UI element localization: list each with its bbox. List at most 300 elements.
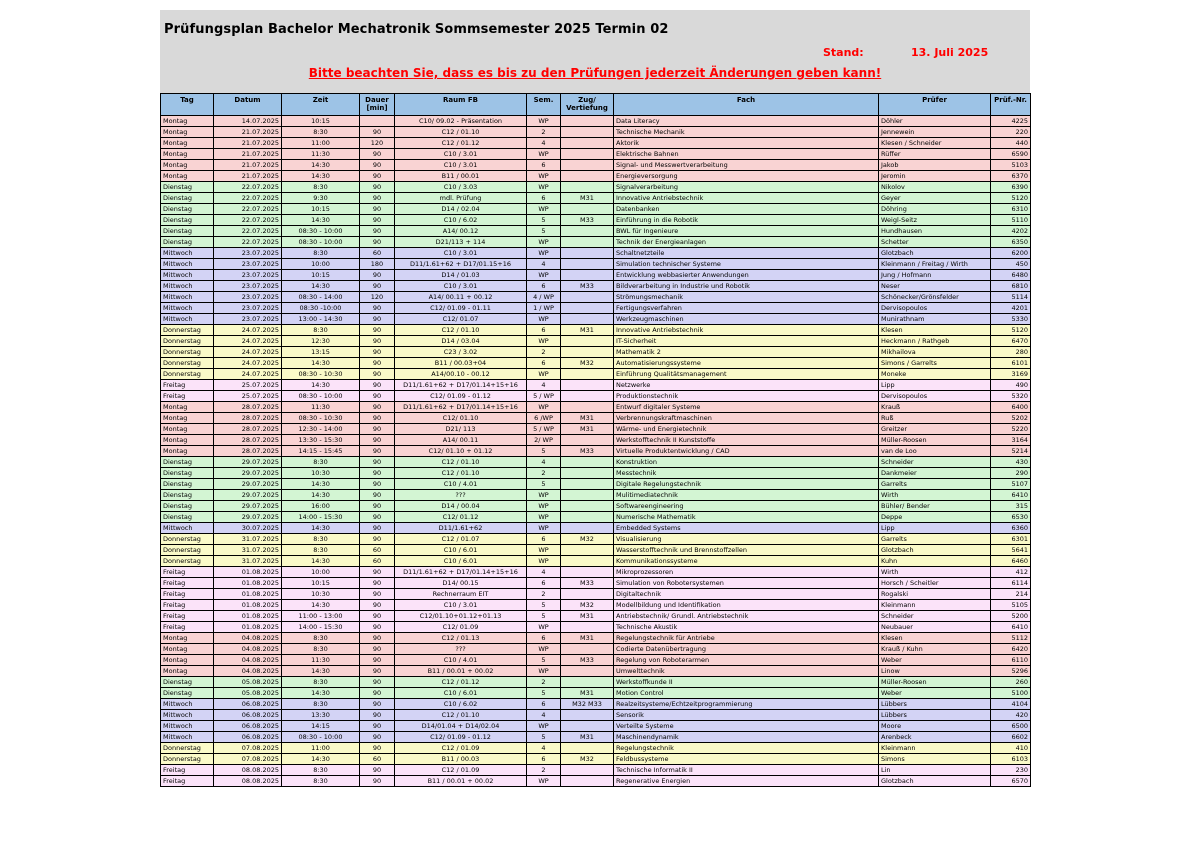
cell-sem: WP <box>527 171 561 182</box>
cell-tag: Mittwoch <box>161 292 214 303</box>
col-header-zeit: Zeit <box>282 94 360 116</box>
cell-raum: C10 / 6.01 <box>395 556 527 567</box>
stand-date: 13. Juli 2025 <box>911 46 989 59</box>
cell-tag: Montag <box>161 171 214 182</box>
cell-fach: Antriebstechnik/ Grundl. Antriebstechnik <box>614 611 879 622</box>
cell-sem: 4 <box>527 138 561 149</box>
cell-zug <box>561 149 614 160</box>
cell-pruefnr: 5320 <box>991 391 1031 402</box>
cell-sem: 4 <box>527 567 561 578</box>
cell-datum: 08.08.2025 <box>214 776 282 787</box>
cell-fach: Messtechnik <box>614 468 879 479</box>
cell-zeit: 14:30 <box>282 666 360 677</box>
cell-dauer: 90 <box>360 336 395 347</box>
cell-dauer: 90 <box>360 204 395 215</box>
cell-dauer: 90 <box>360 226 395 237</box>
cell-sem: 6 <box>527 325 561 336</box>
cell-fach: Energieversorgung <box>614 171 879 182</box>
col-header-raum: Raum FB <box>395 94 527 116</box>
cell-dauer: 90 <box>360 655 395 666</box>
cell-zug <box>561 490 614 501</box>
cell-zug <box>561 479 614 490</box>
cell-tag: Dienstag <box>161 204 214 215</box>
page-title: Prüfungsplan Bachelor Mechatronik Sommsemester 2025 Termin 02 <box>164 22 669 37</box>
cell-datum: 29.07.2025 <box>214 490 282 501</box>
change-notice: Bitte beachten Sie, dass es bis zu den Prüfungen jederzeit Änderungen geben kann! <box>308 66 882 80</box>
cell-dauer: 90 <box>360 303 395 314</box>
cell-pruefnr: 280 <box>991 347 1031 358</box>
cell-pruefnr: 6480 <box>991 270 1031 281</box>
cell-pruefer: Moore <box>879 721 991 732</box>
cell-tag: Mittwoch <box>161 732 214 743</box>
cell-zeit: 11:00 <box>282 743 360 754</box>
cell-zug <box>561 567 614 578</box>
cell-datum: 23.07.2025 <box>214 314 282 325</box>
cell-pruefnr: 220 <box>991 127 1031 138</box>
cell-pruefnr: 6500 <box>991 721 1031 732</box>
table-row <box>161 589 1031 600</box>
cell-dauer: 90 <box>360 446 395 457</box>
cell-pruefnr: 315 <box>991 501 1031 512</box>
cell-raum: C10 / 4.01 <box>395 479 527 490</box>
table-row <box>161 347 1031 358</box>
cell-datum: 08.08.2025 <box>214 765 282 776</box>
cell-datum: 29.07.2025 <box>214 512 282 523</box>
cell-zeit: 12:30 <box>282 336 360 347</box>
cell-zeit: 14:30 <box>282 171 360 182</box>
cell-fach: Signal- und Messwertverarbeitung <box>614 160 879 171</box>
cell-sem: 2 <box>527 468 561 479</box>
table-row <box>161 204 1031 215</box>
cell-raum: C12 / 01.10 <box>395 710 527 721</box>
cell-sem: 4 <box>527 380 561 391</box>
cell-fach: Einführung Qualitätsmanagement <box>614 369 879 380</box>
cell-datum: 24.07.2025 <box>214 325 282 336</box>
cell-tag: Donnerstag <box>161 369 214 380</box>
table-row <box>161 303 1031 314</box>
cell-datum: 25.07.2025 <box>214 391 282 402</box>
cell-raum: C10/ 09.02 - Präsentation <box>395 116 527 127</box>
cell-zeit: 14:30 <box>282 490 360 501</box>
cell-dauer: 90 <box>360 215 395 226</box>
cell-sem: 5 <box>527 446 561 457</box>
cell-pruefnr: 6602 <box>991 732 1031 743</box>
cell-zug: M31 <box>561 611 614 622</box>
table-row <box>161 479 1031 490</box>
cell-fach: Digitaltechnik <box>614 589 879 600</box>
cell-tag: Freitag <box>161 578 214 589</box>
cell-sem: 6 <box>527 578 561 589</box>
cell-raum: C12/ 01.09 - 01.11 <box>395 303 527 314</box>
table-row <box>161 248 1031 259</box>
cell-datum: 05.08.2025 <box>214 677 282 688</box>
cell-sem: WP <box>527 149 561 160</box>
cell-raum: C12 / 01.10 <box>395 127 527 138</box>
cell-sem: WP <box>527 501 561 512</box>
cell-datum: 29.07.2025 <box>214 457 282 468</box>
cell-dauer: 90 <box>360 611 395 622</box>
cell-datum: 23.07.2025 <box>214 281 282 292</box>
cell-zug <box>561 182 614 193</box>
cell-pruefer: Jennewein <box>879 127 991 138</box>
cell-fach: Entwicklung webbasierter Anwendungen <box>614 270 879 281</box>
cell-tag: Dienstag <box>161 490 214 501</box>
table-row <box>161 732 1031 743</box>
table-row <box>161 578 1031 589</box>
cell-raum: D14 / 00.04 <box>395 501 527 512</box>
cell-zeit: 8:30 <box>282 776 360 787</box>
cell-pruefnr: 6420 <box>991 644 1031 655</box>
cell-datum: 23.07.2025 <box>214 270 282 281</box>
cell-dauer: 90 <box>360 512 395 523</box>
cell-sem: 5 <box>527 688 561 699</box>
cell-zug <box>561 270 614 281</box>
cell-raum: D21/113 + 114 <box>395 237 527 248</box>
cell-zug: M32 <box>561 358 614 369</box>
cell-pruefer: Rogalski <box>879 589 991 600</box>
cell-datum: 31.07.2025 <box>214 534 282 545</box>
cell-zeit: 8:30 <box>282 644 360 655</box>
cell-pruefnr: 3169 <box>991 369 1031 380</box>
cell-sem: WP <box>527 248 561 259</box>
cell-raum: D11/1.61+62 + D17/01.14+15+16 <box>395 402 527 413</box>
cell-zug <box>561 644 614 655</box>
cell-zeit: 08:30 - 10:00 <box>282 391 360 402</box>
cell-zeit: 14:30 <box>282 600 360 611</box>
cell-fach: Umwelttechnik <box>614 666 879 677</box>
cell-tag: Donnerstag <box>161 556 214 567</box>
cell-raum: C23 / 3.02 <box>395 347 527 358</box>
cell-zeit: 14:30 <box>282 523 360 534</box>
cell-pruefnr: 5114 <box>991 292 1031 303</box>
table-row <box>161 699 1031 710</box>
cell-dauer: 90 <box>360 666 395 677</box>
cell-pruefnr: 5103 <box>991 160 1031 171</box>
cell-pruefnr: 5110 <box>991 215 1031 226</box>
cell-dauer: 90 <box>360 589 395 600</box>
table-row <box>161 435 1031 446</box>
cell-pruefnr: 214 <box>991 589 1031 600</box>
cell-zeit: 14:30 <box>282 688 360 699</box>
cell-dauer: 90 <box>360 281 395 292</box>
cell-pruefnr: 6410 <box>991 622 1031 633</box>
cell-pruefer: Arenbeck <box>879 732 991 743</box>
cell-datum: 29.07.2025 <box>214 468 282 479</box>
cell-tag: Montag <box>161 149 214 160</box>
table-row <box>161 127 1031 138</box>
cell-tag: Montag <box>161 633 214 644</box>
cell-pruefnr: 6370 <box>991 171 1031 182</box>
cell-zeit: 14:30 <box>282 556 360 567</box>
cell-datum: 31.07.2025 <box>214 556 282 567</box>
cell-zug <box>561 314 614 325</box>
cell-zeit: 14:30 <box>282 281 360 292</box>
cell-zeit: 8:30 <box>282 765 360 776</box>
cell-sem: 2 <box>527 347 561 358</box>
cell-datum: 22.07.2025 <box>214 226 282 237</box>
cell-pruefer: Neser <box>879 281 991 292</box>
cell-zug <box>561 160 614 171</box>
cell-fach: Codierte Datenübertragung <box>614 644 879 655</box>
cell-zug <box>561 116 614 127</box>
cell-fach: Werkzeugmaschinen <box>614 314 879 325</box>
cell-zeit: 8:30 <box>282 182 360 193</box>
cell-sem: 2 <box>527 127 561 138</box>
cell-sem: 2 <box>527 765 561 776</box>
cell-dauer: 120 <box>360 138 395 149</box>
cell-zeit: 8:30 <box>282 127 360 138</box>
table-row <box>161 545 1031 556</box>
col-header-pruefnr: Prüf.-Nr. <box>991 94 1031 116</box>
cell-fach: Visualisierung <box>614 534 879 545</box>
cell-dauer: 90 <box>360 765 395 776</box>
cell-tag: Dienstag <box>161 688 214 699</box>
cell-pruefnr: 4201 <box>991 303 1031 314</box>
cell-zug: M31 <box>561 732 614 743</box>
cell-dauer: 90 <box>360 182 395 193</box>
table-row <box>161 688 1031 699</box>
cell-pruefnr: 6350 <box>991 237 1031 248</box>
table-row <box>161 468 1031 479</box>
cell-pruefnr: 5112 <box>991 633 1031 644</box>
cell-datum: 04.08.2025 <box>214 644 282 655</box>
cell-pruefer: Döhler <box>879 116 991 127</box>
cell-zeit: 10:00 <box>282 259 360 270</box>
cell-raum: C12/ 01.10 <box>395 413 527 424</box>
table-row <box>161 644 1031 655</box>
cell-datum: 07.08.2025 <box>214 743 282 754</box>
cell-zug <box>561 666 614 677</box>
col-header-pruefer: Prüfer <box>879 94 991 116</box>
cell-dauer: 90 <box>360 721 395 732</box>
table-row <box>161 325 1031 336</box>
cell-datum: 23.07.2025 <box>214 303 282 314</box>
cell-pruefer: Garrelts <box>879 534 991 545</box>
cell-dauer: 180 <box>360 259 395 270</box>
cell-pruefer: Hundhausen <box>879 226 991 237</box>
table-row <box>161 369 1031 380</box>
cell-pruefer: Neubauer <box>879 622 991 633</box>
cell-raum: A14/ 00.12 <box>395 226 527 237</box>
cell-fach: Virtuelle Produktentwicklung / CAD <box>614 446 879 457</box>
cell-zeit: 10:00 <box>282 567 360 578</box>
cell-fach: Produktionstechnik <box>614 391 879 402</box>
cell-zug <box>561 226 614 237</box>
cell-tag: Donnerstag <box>161 534 214 545</box>
cell-datum: 28.07.2025 <box>214 435 282 446</box>
cell-zug: M33 <box>561 215 614 226</box>
cell-sem: WP <box>527 270 561 281</box>
cell-sem: WP <box>527 721 561 732</box>
cell-tag: Freitag <box>161 391 214 402</box>
cell-dauer <box>360 116 395 127</box>
cell-raum: D14/01.04 + D14/02.04 <box>395 721 527 732</box>
cell-dauer: 90 <box>360 270 395 281</box>
cell-tag: Freitag <box>161 765 214 776</box>
cell-raum: D11/1.61+62 + D17/01.14+15+16 <box>395 380 527 391</box>
cell-sem: 1 / WP <box>527 303 561 314</box>
cell-fach: Entwurf digitaler Systeme <box>614 402 879 413</box>
exam-schedule-sheet <box>160 10 1030 787</box>
cell-tag: Donnerstag <box>161 743 214 754</box>
cell-raum: C10 / 3.01 <box>395 149 527 160</box>
cell-zug <box>561 369 614 380</box>
cell-datum: 22.07.2025 <box>214 193 282 204</box>
cell-zug <box>561 248 614 259</box>
table-row <box>161 743 1031 754</box>
table-row <box>161 215 1031 226</box>
cell-zeit: 8:30 <box>282 699 360 710</box>
cell-pruefnr: 5120 <box>991 325 1031 336</box>
cell-pruefer: Greitzer <box>879 424 991 435</box>
table-row <box>161 666 1031 677</box>
cell-pruefer: Kleinmann <box>879 743 991 754</box>
cell-pruefer: Kleinmann / Freitag / Wirth <box>879 259 991 270</box>
cell-dauer: 90 <box>360 633 395 644</box>
table-row <box>161 391 1031 402</box>
cell-zeit: 14:30 <box>282 358 360 369</box>
cell-pruefnr: 4202 <box>991 226 1031 237</box>
cell-fach: Regelungstechnik für Antriebe <box>614 633 879 644</box>
cell-sem: WP <box>527 490 561 501</box>
cell-sem: 2/ WP <box>527 435 561 446</box>
cell-dauer: 90 <box>360 732 395 743</box>
cell-raum: A14/ 00.11 + 00.12 <box>395 292 527 303</box>
cell-pruefer: Geyer <box>879 193 991 204</box>
cell-tag: Montag <box>161 116 214 127</box>
cell-tag: Freitag <box>161 611 214 622</box>
cell-sem: 5 <box>527 226 561 237</box>
cell-datum: 01.08.2025 <box>214 611 282 622</box>
cell-fach: Signalverarbeitung <box>614 182 879 193</box>
cell-pruefer: Jung / Hofmann <box>879 270 991 281</box>
cell-zug <box>561 171 614 182</box>
cell-tag: Mittwoch <box>161 699 214 710</box>
cell-fach: Bildverarbeitung in Industrie und Robotik <box>614 281 879 292</box>
cell-zeit: 10:30 <box>282 468 360 479</box>
cell-zug <box>561 468 614 479</box>
cell-datum: 28.07.2025 <box>214 413 282 424</box>
cell-pruefer: Weber <box>879 688 991 699</box>
cell-zug <box>561 512 614 523</box>
cell-sem: 5 / WP <box>527 424 561 435</box>
cell-pruefnr: 230 <box>991 765 1031 776</box>
cell-tag: Mittwoch <box>161 710 214 721</box>
cell-dauer: 90 <box>360 534 395 545</box>
cell-zug <box>561 204 614 215</box>
cell-dauer: 90 <box>360 677 395 688</box>
cell-tag: Montag <box>161 138 214 149</box>
cell-zeit: 8:30 <box>282 677 360 688</box>
cell-zeit: 10:30 <box>282 589 360 600</box>
cell-tag: Dienstag <box>161 237 214 248</box>
cell-datum: 04.08.2025 <box>214 633 282 644</box>
cell-zeit: 10:15 <box>282 578 360 589</box>
cell-raum: ??? <box>395 644 527 655</box>
table-row <box>161 424 1031 435</box>
cell-pruefnr: 4225 <box>991 116 1031 127</box>
cell-sem: WP <box>527 644 561 655</box>
cell-raum: A14/ 00.11 <box>395 435 527 446</box>
cell-pruefer: Kuhn <box>879 556 991 567</box>
cell-fach: Regenerative Energien <box>614 776 879 787</box>
cell-zug <box>561 545 614 556</box>
cell-datum: 22.07.2025 <box>214 215 282 226</box>
cell-pruefnr: 5202 <box>991 413 1031 424</box>
cell-raum: Rechnerraum EIT <box>395 589 527 600</box>
table-row <box>161 193 1031 204</box>
cell-pruefer: Deppe <box>879 512 991 523</box>
cell-pruefer: Schönecker/Grönsfelder <box>879 292 991 303</box>
cell-datum: 22.07.2025 <box>214 182 282 193</box>
cell-raum: D11/1.61+62 <box>395 523 527 534</box>
cell-fach: Verteilte Systeme <box>614 721 879 732</box>
cell-dauer: 90 <box>360 358 395 369</box>
cell-raum: D11/1.61+62 + D17/01.15+16 <box>395 259 527 270</box>
cell-dauer: 90 <box>360 160 395 171</box>
cell-zug <box>561 721 614 732</box>
cell-raum: C12 / 01.12 <box>395 138 527 149</box>
table-row <box>161 677 1031 688</box>
cell-pruefnr: 5330 <box>991 314 1031 325</box>
cell-pruefer: van de Loo <box>879 446 991 457</box>
table-row <box>161 336 1031 347</box>
cell-tag: Dienstag <box>161 457 214 468</box>
table-row <box>161 270 1031 281</box>
cell-zeit: 14:30 <box>282 754 360 765</box>
cell-raum: C12 / 01.12 <box>395 677 527 688</box>
cell-raum: C10 / 3.01 <box>395 248 527 259</box>
cell-fach: Schaltnetzteile <box>614 248 879 259</box>
col-header-datum: Datum <box>214 94 282 116</box>
cell-pruefnr: 6200 <box>991 248 1031 259</box>
cell-zeit: 14:00 - 15:30 <box>282 622 360 633</box>
cell-zeit: 08:30 - 10:00 <box>282 732 360 743</box>
cell-datum: 28.07.2025 <box>214 424 282 435</box>
cell-dauer: 90 <box>360 435 395 446</box>
table-row <box>161 413 1031 424</box>
cell-tag: Dienstag <box>161 226 214 237</box>
cell-tag: Dienstag <box>161 677 214 688</box>
cell-datum: 29.07.2025 <box>214 479 282 490</box>
cell-dauer: 90 <box>360 237 395 248</box>
cell-zug <box>561 127 614 138</box>
cell-tag: Donnerstag <box>161 358 214 369</box>
cell-zug: M33 <box>561 655 614 666</box>
cell-fach: Technische Mechanik <box>614 127 879 138</box>
cell-tag: Donnerstag <box>161 347 214 358</box>
cell-raum: D14 / 01.03 <box>395 270 527 281</box>
cell-zeit: 14:00 - 15:30 <box>282 512 360 523</box>
cell-dauer: 60 <box>360 545 395 556</box>
cell-sem: 6 <box>527 534 561 545</box>
table-row <box>161 402 1031 413</box>
cell-tag: Mittwoch <box>161 281 214 292</box>
cell-pruefnr: 6390 <box>991 182 1031 193</box>
cell-datum: 21.07.2025 <box>214 171 282 182</box>
cell-dauer: 90 <box>360 523 395 534</box>
cell-datum: 28.07.2025 <box>214 446 282 457</box>
cell-zug <box>561 259 614 270</box>
cell-datum: 22.07.2025 <box>214 204 282 215</box>
cell-datum: 25.07.2025 <box>214 380 282 391</box>
cell-tag: Dienstag <box>161 215 214 226</box>
cell-raum: C12/01.10+01.12+01.13 <box>395 611 527 622</box>
table-body <box>161 116 1031 787</box>
cell-dauer: 90 <box>360 380 395 391</box>
cell-pruefer: Dankmeier <box>879 468 991 479</box>
cell-fach: Data Literacy <box>614 116 879 127</box>
